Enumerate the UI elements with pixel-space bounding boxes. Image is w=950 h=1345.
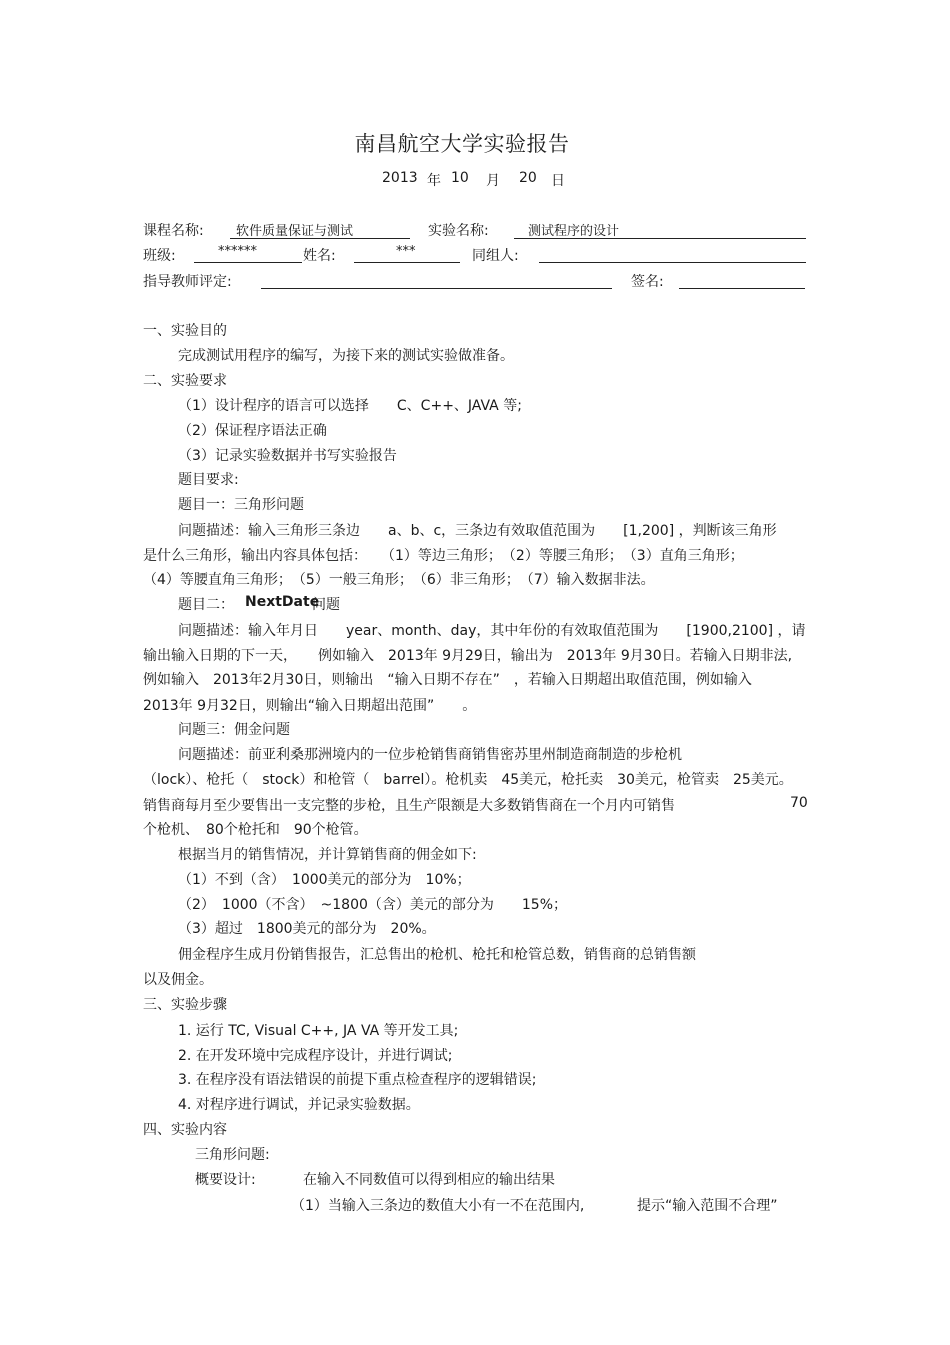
topic-requirements-label: 题目要求: [178, 472, 239, 488]
design-case-text: （1）当输入三条边的数值大小有一不在范围内, [291, 1198, 585, 1214]
step-item: 2. 在开发环境中完成程序设计，并进行调试; [178, 1048, 453, 1064]
commission-report-line: 以及佣金。 [143, 972, 213, 988]
commission-rule: （2） 1000（不含） ~1800（含）美元的部分为 15%； [178, 897, 568, 913]
purpose-text: 完成测试用程序的编写，为接下来的测试实验做准备。 [178, 348, 514, 364]
section-heading-requirements: 二、实验要求 [143, 373, 227, 389]
section-heading-purpose: 一、实验目的 [143, 323, 227, 339]
topic-two-suffix: 问题 [312, 597, 340, 613]
problem-description-line: 问题描述：输入年月日 year、month、day，其中年份的有效取值范围为 [1900,2100] ，请 [178, 623, 806, 639]
problem-description-line: 输出输入日期的下一天， 例如输入 2013年 9月29日，输出为 2013年 9月30日。若输入日期非法, [143, 648, 793, 664]
date-year-unit: 年 [427, 173, 441, 189]
problem-description-line: 例如输入 2013年2月30日，则输出 “输入日期不存在” ，若输入日期超出取值范围，例如输入 [143, 672, 752, 688]
topic-three-title: 问题三：佣金问题 [178, 722, 290, 738]
problem-description-line: 是什么三角形，输出内容具体包括： （1）等边三角形； （2）等腰三角形； （3）直角三角形； [143, 548, 744, 564]
experiment-underline [514, 238, 806, 239]
date-year: 2013 [382, 170, 418, 186]
sign-underline [679, 288, 805, 289]
experiment-label: 实验名称: [428, 223, 489, 239]
problem-description-number: 70 [790, 795, 808, 811]
problem-description-line: 销售商每月至少要售出一支完整的步枪，且生产限额是大多数销售商在一个月内可销售 [143, 798, 675, 814]
topic-two-prefix: 题目二： [178, 597, 234, 613]
design-case-prompt: 提示“输入范围不合理” [637, 1198, 778, 1214]
step-item: 3. 在程序没有语法错误的前提下重点检查程序的逻辑错误; [178, 1072, 537, 1088]
commission-report-line: 佣金程序生成月份销售报告，汇总售出的枪机、枪托和枪管总数，销售商的总销售额 [178, 947, 696, 963]
sign-label: 签名: [631, 274, 664, 290]
partner-label: 同组人: [472, 248, 519, 264]
outline-design-text: 在输入不同数值可以得到相应的输出结果 [303, 1172, 555, 1188]
step-item: 1. 运行 TC, Visual C++, JA VA 等开发工具; [178, 1023, 459, 1039]
problem-description-line: 个枪机、 80个枪托和 90个枪管。 [143, 822, 368, 838]
requirement-item: （3）记录实验数据并书写实验报告 [178, 448, 397, 464]
topic-one-title: 题目一：三角形问题 [178, 497, 304, 513]
topic-two-name: NextDate [245, 594, 320, 610]
date-day: 20 [519, 170, 537, 186]
outline-design-label: 概要设计: [195, 1172, 256, 1188]
section-heading-content: 四、实验内容 [143, 1122, 227, 1138]
problem-description-line: 问题描述：前亚利桑那洲境内的一位步枪销售商销售密苏里州制造商制造的步枪机 [178, 747, 682, 763]
course-underline [230, 238, 410, 239]
teacher-label: 指导教师评定: [143, 274, 232, 290]
problem-description-line: （4）等腰直角三角形； （5）一般三角形； （6）非三角形； （7）输入数据非法。 [143, 572, 655, 588]
date-month: 10 [451, 170, 469, 186]
class-label: 班级: [143, 248, 176, 264]
section-heading-steps: 三、实验步骤 [143, 997, 227, 1013]
course-label: 课程名称: [143, 223, 204, 239]
name-label: 姓名: [303, 248, 336, 264]
commission-intro: 根据当月的销售情况，并计算销售商的佣金如下: [178, 847, 477, 863]
date-month-unit: 月 [486, 173, 500, 189]
experiment-value: 测试程序的设计 [528, 224, 620, 239]
requirement-item: （2）保证程序语法正确 [178, 423, 327, 439]
problem-description-line: 2013年 9月32日，则输出“输入日期超出范围” 。 [143, 698, 477, 714]
class-underline [194, 262, 302, 263]
commission-rule: （1）不到（含） 1000美元的部分为 10%； [178, 872, 471, 888]
teacher-underline [261, 288, 612, 289]
step-item: 4. 对程序进行调试，并记录实验数据。 [178, 1097, 420, 1113]
problem-description-line: （lock）、枪托（ stock）和枪管（ barrel）。枪机卖 45美元，枪托卖 30美元，枪管卖 25美元。 [143, 772, 793, 788]
class-value: ****** [218, 244, 257, 259]
course-value: 软件质量保证与测试 [236, 224, 354, 239]
problem-description-line: 问题描述：输入三角形三条边 a、b、c，三条边有效取值范围为 [1,200] ，判断该三角形 [178, 523, 777, 539]
name-value: *** [396, 244, 416, 259]
page-title: 南昌航空大学实验报告 [354, 132, 570, 156]
date-day-unit: 日 [551, 173, 565, 189]
partner-underline [539, 262, 806, 263]
commission-rule: （3）超过 1800美元的部分为 20%。 [178, 921, 436, 937]
name-underline [354, 262, 460, 263]
requirement-item: （1）设计程序的语言可以选择 C、C++、JAVA 等; [178, 398, 522, 414]
triangle-problem-label: 三角形问题: [195, 1147, 270, 1163]
